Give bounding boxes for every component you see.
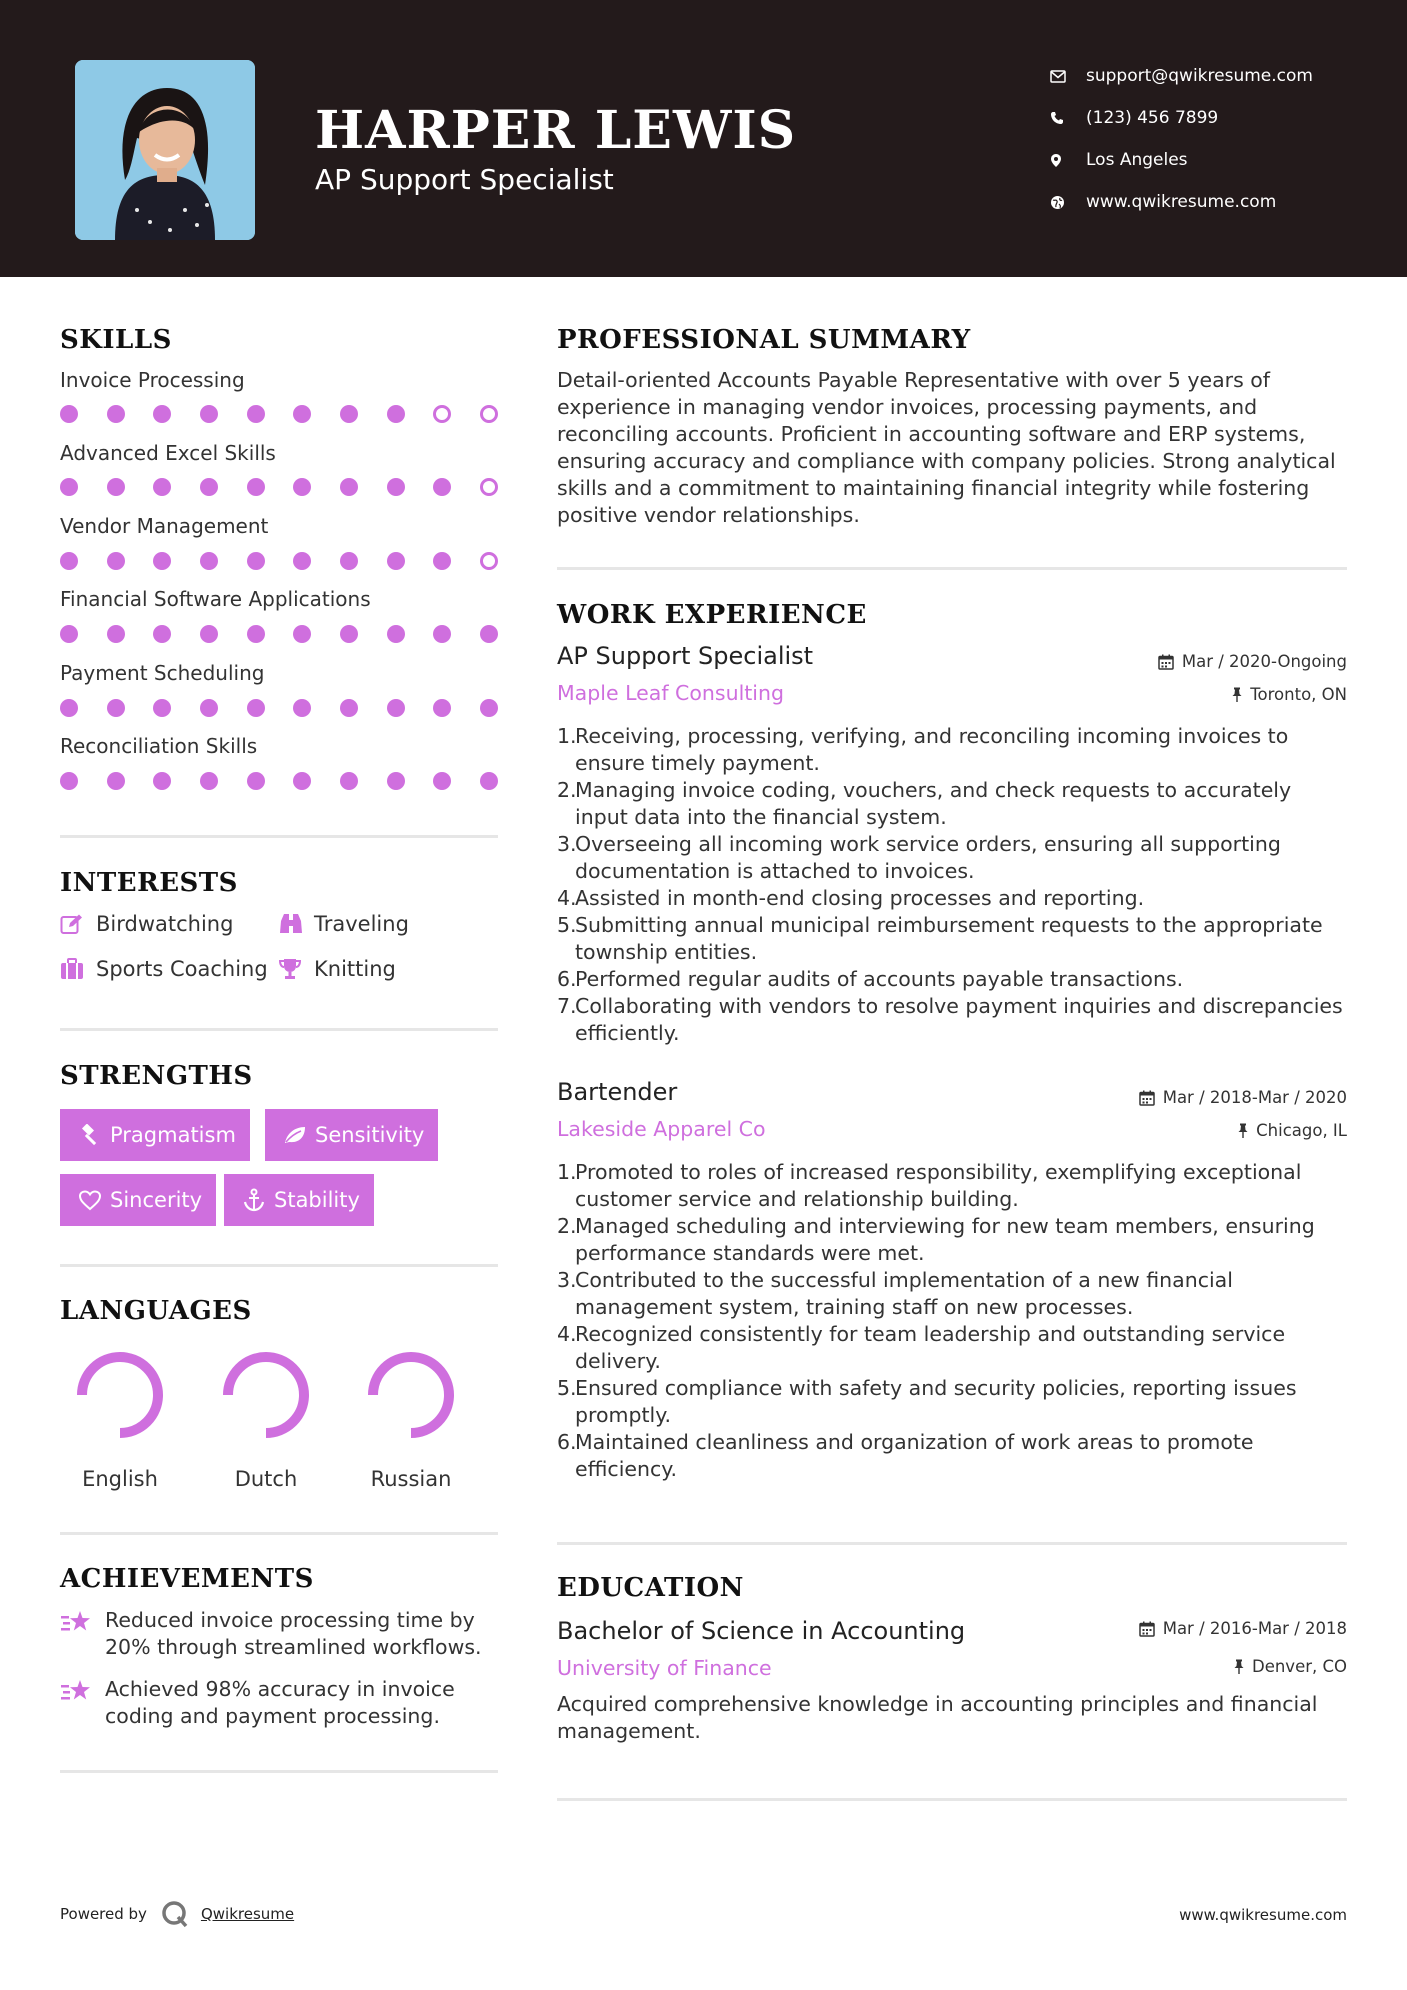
skill-rating-dots [60, 552, 498, 570]
rating-dot-filled [293, 405, 311, 423]
rating-dot-filled [60, 625, 78, 643]
company-name: Maple Leaf Consulting [557, 681, 785, 705]
job-location [1238, 1121, 1347, 1140]
rating-dot-filled [60, 478, 78, 496]
thumbtack-icon [1234, 1659, 1244, 1674]
candidate-name: HARPER LEWIS [315, 100, 797, 161]
skill-rating-dots [60, 699, 498, 717]
rating-dot-filled [387, 772, 405, 790]
language-name: Dutch [234, 1467, 298, 1491]
binoculars-icon [278, 913, 314, 935]
anchor-icon [236, 1188, 272, 1212]
list-item: 2. Managing invoice coding, vouchers, and check requests to accurately input data into the financial system. [557, 778, 1292, 829]
rating-dot-filled [153, 478, 171, 496]
contact-location-text: Los Angeles [1086, 150, 1188, 170]
rating-dot-filled [200, 772, 218, 790]
list-item: 6. Performed regular audits of accounts payable transactions. [557, 967, 1184, 991]
education-date-text: Mar / 2016-Mar / 2018 [1162, 1619, 1347, 1638]
company-name: Lakeside Apparel Co [557, 1117, 766, 1141]
rating-dot-filled [340, 772, 358, 790]
strength-chip [265, 1109, 438, 1161]
rating-dot-filled [340, 478, 358, 496]
contact-phone[interactable] [1050, 97, 1313, 139]
rating-dot-filled [153, 405, 171, 423]
rating-dot-filled [387, 699, 405, 717]
phone-icon [1050, 111, 1086, 125]
section-divider [60, 1770, 498, 1773]
skill-name: Vendor Management [60, 514, 269, 538]
skill-rating-dots [60, 478, 498, 496]
rating-dot-filled [200, 478, 218, 496]
achievements-heading: ACHIEVEMENTS [60, 1564, 314, 1594]
section-divider [60, 835, 498, 838]
job-location [1232, 685, 1347, 704]
rating-dot-filled [433, 552, 451, 570]
skill-name: Reconciliation Skills [60, 734, 258, 758]
languages-heading: LANGUAGES [60, 1296, 252, 1326]
rating-dot-filled [340, 625, 358, 643]
rating-dot-filled [433, 625, 451, 643]
achievement-item [60, 1676, 500, 1730]
strengths-heading: STRENGTHS [60, 1061, 253, 1091]
language-item [211, 1345, 321, 1491]
resume-header [0, 0, 1407, 277]
language-name: Russian [370, 1467, 452, 1491]
language-progress-ring [70, 1345, 170, 1445]
section-divider [60, 1028, 498, 1031]
rating-dot-filled [107, 405, 125, 423]
rating-dot-filled [293, 625, 311, 643]
rating-dot-filled [153, 625, 171, 643]
skill-rating-dots [60, 625, 498, 643]
list-item: 1. Promoted to roles of increased responsibility, exemplifying exceptional customer service and relationship building. [557, 1160, 1302, 1211]
briefcase-icon [60, 958, 96, 980]
achievement-text: Reduced invoice processing time by 20% through streamlined workflows. [105, 1608, 482, 1659]
rating-dot-filled [247, 772, 265, 790]
interest-item [278, 912, 409, 936]
pencil-square-icon [60, 913, 96, 935]
section-divider [60, 1264, 498, 1267]
job-date-text: Mar / 2020-Ongoing [1181, 652, 1347, 671]
interest-label: Knitting [314, 957, 396, 981]
education-location-text: Denver, CO [1251, 1657, 1347, 1676]
education-location [1234, 1657, 1347, 1676]
powered-by-text: Powered by [60, 1905, 147, 1923]
rating-dot-filled [60, 405, 78, 423]
job-duties-list [557, 1159, 1347, 1483]
summary-heading: PROFESSIONAL SUMMARY [557, 325, 971, 355]
rating-dot-filled [247, 625, 265, 643]
job-date [1139, 1088, 1347, 1107]
school-name: University of Finance [557, 1656, 772, 1680]
rating-dot-filled [153, 772, 171, 790]
rating-dot-filled [107, 478, 125, 496]
rating-dot-filled [107, 625, 125, 643]
language-item [65, 1345, 175, 1491]
rating-dot-filled [293, 478, 311, 496]
degree-title: Bachelor of Science in Accounting [557, 1617, 966, 1645]
rating-dot-filled [293, 552, 311, 570]
language-progress-ring [216, 1345, 316, 1445]
section-divider [60, 1532, 498, 1535]
language-progress-ring [361, 1345, 461, 1445]
contact-location [1050, 139, 1313, 181]
list-item: 3. Overseeing all incoming work service orders, ensuring all supporting documentation is attached to invoices. [557, 832, 1281, 883]
rating-dot-filled [60, 699, 78, 717]
strength-label: Sincerity [110, 1188, 203, 1212]
profile-photo [75, 60, 255, 240]
strength-label: Pragmatism [110, 1123, 236, 1147]
rating-dot-filled [247, 699, 265, 717]
trophy-icon [278, 958, 314, 980]
rating-dot-filled [340, 405, 358, 423]
interests-heading: INTERESTS [60, 868, 238, 898]
list-item: 3. Contributed to the successful implementation of a new financial management system, training staff on new processes. [557, 1268, 1233, 1319]
footer-website[interactable]: www.qwikresume.com [1179, 1906, 1347, 1924]
job-location-text: Toronto, ON [1250, 685, 1347, 704]
shooting-star-icon [60, 1676, 105, 1730]
rating-dot-empty [480, 478, 498, 496]
envelope-icon [1050, 70, 1086, 83]
list-item: 2. Managed scheduling and interviewing for new team members, ensuring performance standards were met. [557, 1214, 1315, 1265]
experience-heading: WORK EXPERIENCE [557, 600, 867, 630]
map-pin-icon [1050, 153, 1086, 168]
strength-chip [224, 1174, 374, 1226]
rating-dot-empty [480, 405, 498, 423]
list-item: 4. Recognized consistently for team leadership and outstanding service delivery. [557, 1322, 1286, 1373]
interest-label: Traveling [314, 912, 409, 936]
rating-dot-filled [433, 478, 451, 496]
list-item: 4. Assisted in month-end closing processes and reporting. [557, 886, 1145, 910]
rating-dot-filled [387, 625, 405, 643]
gavel-icon [72, 1124, 108, 1146]
strength-label: Stability [274, 1188, 360, 1212]
job-title: AP Support Specialist [557, 642, 814, 670]
contact-list [1050, 55, 1313, 223]
interest-label: Birdwatching [96, 912, 234, 936]
strength-chip [60, 1109, 250, 1161]
rating-dot-filled [107, 772, 125, 790]
contact-website[interactable] [1050, 181, 1313, 223]
skill-rating-dots [60, 405, 498, 423]
list-item: 1. Receiving, processing, verifying, and reconciling incoming invoices to ensure timely payment. [557, 724, 1289, 775]
strength-label: Sensitivity [315, 1123, 425, 1147]
candidate-title: AP Support Specialist [315, 163, 614, 196]
summary-text: Detail-oriented Accounts Payable Representative with over 5 years of experience in managing vendor invoices, processing payments, and reconciling accounts. Proficient in accounting software and ERP systems, ensuring accuracy and compliance with company policies. Strong analytical skills and a commitment to maintaining financial integrity while fostering positive vendor relationships. [557, 368, 1336, 527]
interest-item [60, 912, 233, 936]
calendar-icon [1139, 1621, 1155, 1637]
rating-dot-filled [153, 699, 171, 717]
rating-dot-filled [340, 552, 358, 570]
job-title: Bartender [557, 1078, 678, 1106]
shooting-star-icon [60, 1607, 105, 1661]
rating-dot-filled [480, 699, 498, 717]
strength-chip [60, 1174, 216, 1226]
education-description: Acquired comprehensive knowledge in accounting principles and financial management. [557, 1692, 1318, 1743]
rating-dot-filled [387, 405, 405, 423]
rating-dot-filled [107, 552, 125, 570]
interest-label: Sports Coaching [96, 957, 268, 981]
list-item: 6. Maintained cleanliness and organization of work areas to promote efficiency. [557, 1430, 1254, 1481]
skill-name: Advanced Excel Skills [60, 441, 276, 465]
rating-dot-filled [480, 772, 498, 790]
rating-dot-filled [293, 699, 311, 717]
rating-dot-filled [200, 625, 218, 643]
section-divider [557, 1542, 1347, 1545]
calendar-icon [1139, 1090, 1155, 1106]
rating-dot-filled [200, 552, 218, 570]
skill-rating-dots [60, 772, 498, 790]
rating-dot-filled [247, 478, 265, 496]
list-item: 5. Submitting annual municipal reimbursement requests to the appropriate township entities. [557, 913, 1323, 964]
rating-dot-filled [433, 772, 451, 790]
section-divider [557, 567, 1347, 570]
rating-dot-filled [433, 699, 451, 717]
rating-dot-filled [60, 772, 78, 790]
rating-dot-filled [387, 552, 405, 570]
rating-dot-empty [433, 405, 451, 423]
calendar-icon [1158, 654, 1174, 670]
thumbtack-icon [1238, 1123, 1248, 1138]
thumbtack-icon [1232, 687, 1242, 702]
powered-by [60, 1900, 294, 1928]
rating-dot-filled [340, 699, 358, 717]
rating-dot-filled [480, 625, 498, 643]
skill-name: Payment Scheduling [60, 661, 265, 685]
globe-icon [1050, 195, 1086, 210]
qwikresume-link[interactable]: Qwikresume [200, 1905, 295, 1923]
rating-dot-filled [293, 772, 311, 790]
job-date-text: Mar / 2018-Mar / 2020 [1162, 1088, 1347, 1107]
job-location-text: Chicago, IL [1256, 1121, 1347, 1140]
job-date [1158, 652, 1347, 671]
contact-phone-text: (123) 456 7899 [1086, 108, 1219, 128]
language-name: English [82, 1467, 158, 1491]
job-duties-list [557, 723, 1347, 1047]
leaf-icon [277, 1125, 313, 1145]
education-heading: EDUCATION [557, 1573, 744, 1603]
list-item: 7. Collaborating with vendors to resolve payment inquiries and discrepancies efficiently. [557, 994, 1343, 1045]
rating-dot-filled [60, 552, 78, 570]
qwikresume-logo-icon [161, 1900, 189, 1928]
contact-website-text: www.qwikresume.com [1086, 192, 1277, 212]
skill-name: Financial Software Applications [60, 587, 371, 611]
rating-dot-empty [480, 552, 498, 570]
skills-heading: SKILLS [60, 325, 172, 355]
rating-dot-filled [247, 405, 265, 423]
achievement-text: Achieved 98% accuracy in invoice coding and payment processing. [105, 1677, 455, 1728]
rating-dot-filled [153, 552, 171, 570]
education-date [1139, 1619, 1347, 1638]
heart-icon [72, 1190, 108, 1211]
rating-dot-filled [387, 478, 405, 496]
list-item: 5. Ensured compliance with safety and security policies, reporting issues promptly. [557, 1376, 1297, 1427]
section-divider [557, 1798, 1347, 1801]
rating-dot-filled [107, 699, 125, 717]
skill-name: Invoice Processing [60, 368, 245, 392]
achievement-item [60, 1607, 500, 1661]
interest-item [278, 957, 396, 981]
interest-item [60, 957, 268, 981]
language-item [356, 1345, 466, 1491]
rating-dot-filled [247, 552, 265, 570]
rating-dot-filled [200, 405, 218, 423]
rating-dot-filled [200, 699, 218, 717]
contact-email-text: support@qwikresume.com [1086, 66, 1313, 86]
contact-email[interactable] [1050, 55, 1313, 97]
